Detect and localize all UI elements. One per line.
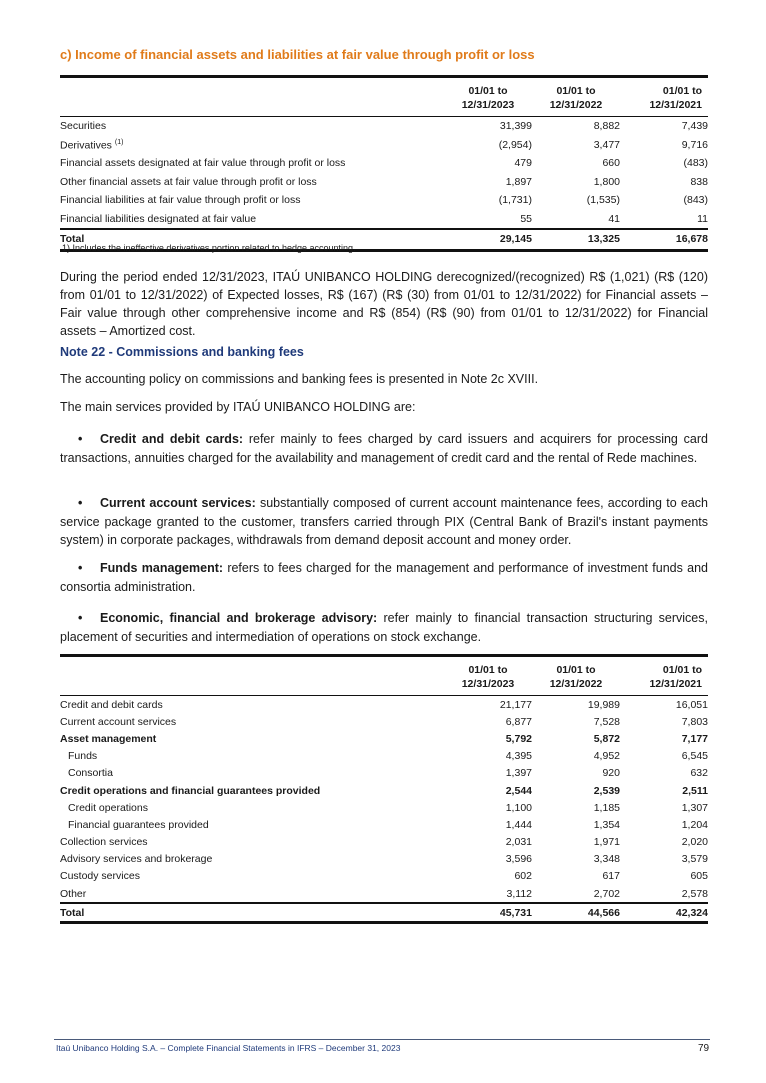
value-2023: 55 xyxy=(520,212,532,225)
row-label: Current account services xyxy=(60,715,177,728)
value-2023: 3,596 xyxy=(505,853,532,866)
value-2023: (1,731) xyxy=(498,194,532,207)
value-2021: 7,439 xyxy=(681,120,708,133)
column-header-2021 xyxy=(620,77,708,117)
row-label: Consortia xyxy=(68,767,113,780)
value-2022: 2,539 xyxy=(593,784,620,797)
value-2022: 5,872 xyxy=(593,732,620,745)
column-header-line2: 12/31/2023 xyxy=(461,678,515,690)
value-2022: (1,535) xyxy=(586,194,620,207)
value-2022: 660 xyxy=(602,157,620,170)
row-label: Other financial assets at fair value through profit or loss xyxy=(60,175,317,188)
bullet-term: Current account services: xyxy=(100,496,256,510)
bullet-term: Economic, financial and brokerage advisory: xyxy=(100,611,378,625)
note-22-title: Note 22 - Commissions and banking fees xyxy=(60,345,304,359)
value-2021: 632 xyxy=(690,767,708,780)
value-2021: (843) xyxy=(683,194,708,207)
total-2023: 45,731 xyxy=(444,903,532,923)
value-2022: 8,882 xyxy=(593,120,620,133)
value-2021: 3,579 xyxy=(681,853,708,866)
column-header-line2: 12/31/2021 xyxy=(649,99,702,111)
table-row xyxy=(60,191,708,210)
column-header-line2: 12/31/2022 xyxy=(549,99,603,111)
value-2022: 1,971 xyxy=(593,836,620,849)
row-label: Credit operations xyxy=(68,801,148,814)
row-label: Funds xyxy=(68,750,98,763)
table-subtotal-row xyxy=(60,730,708,747)
value-2021: 16,051 xyxy=(675,698,708,711)
table-header-row xyxy=(60,77,708,117)
value-2022: 3,348 xyxy=(593,853,620,866)
value-2023: 6,877 xyxy=(505,715,532,728)
value-2023: 2,544 xyxy=(505,784,532,797)
value-2021: 11 xyxy=(697,212,708,225)
column-header-line2: 12/31/2022 xyxy=(549,678,603,690)
total-2022: 13,325 xyxy=(532,229,620,250)
header-label-cell xyxy=(60,77,444,117)
value-2023: 5,792 xyxy=(505,732,532,745)
value-2022: 3,477 xyxy=(593,138,620,151)
table-row xyxy=(60,696,708,714)
table-row xyxy=(60,851,708,868)
footer-divider xyxy=(54,1039,710,1040)
column-header-line1: 01/01 to xyxy=(468,664,508,676)
table-row xyxy=(60,816,708,833)
column-header-line2: 12/31/2021 xyxy=(649,678,702,690)
bullet-icon: • xyxy=(78,561,83,575)
value-2023: 3,112 xyxy=(506,887,532,900)
row-label xyxy=(60,136,444,155)
column-header-line1: 01/01 to xyxy=(662,664,702,676)
fair-value-income-table-wrap xyxy=(60,75,708,252)
row-label: Financial liabilities at fair value through profit or loss xyxy=(60,194,301,207)
table-total-row xyxy=(60,903,708,923)
row-label: Custody services xyxy=(60,870,140,883)
bullet-text: refers to fees charged for the management and performance of investment funds and consortia administration. xyxy=(60,561,708,594)
value-2021: (483) xyxy=(683,157,708,170)
bullet-icon: • xyxy=(78,611,83,625)
section-c-title: c) Income of financial assets and liabilities at fair value through profit or loss xyxy=(60,47,535,62)
bullet-current-account-services xyxy=(60,494,708,550)
column-header-line1: 01/01 to xyxy=(556,85,596,97)
bullet-funds-management xyxy=(60,559,708,596)
row-label: Credit operations and financial guarantees provided xyxy=(60,784,321,797)
value-2021: 2,020 xyxy=(681,836,708,849)
bullet-icon: • xyxy=(78,432,83,446)
value-2023: 1,444 xyxy=(505,818,532,831)
table-row xyxy=(60,885,708,903)
total-2021: 16,678 xyxy=(620,229,708,250)
value-2022: 4,952 xyxy=(593,750,620,763)
value-2021: 838 xyxy=(690,175,708,188)
column-header-2023 xyxy=(444,77,532,117)
bullet-term: Funds management: xyxy=(100,561,224,575)
table-row xyxy=(60,713,708,730)
fair-value-income-table xyxy=(60,75,708,252)
row-label: Collection services xyxy=(60,836,148,849)
column-header-line1: 01/01 to xyxy=(556,664,596,676)
value-2023: 602 xyxy=(514,870,532,883)
bullet-text: refer mainly to financial transaction structuring services, placement of securities and intermediation of operations on stock exchange. xyxy=(60,611,708,644)
table-row xyxy=(60,136,708,155)
bullet-brokerage-advisory xyxy=(60,609,708,646)
bullet-term: Credit and debit cards: xyxy=(100,432,244,446)
value-2021: 2,511 xyxy=(682,784,708,797)
value-2023: 1,397 xyxy=(505,767,532,780)
value-2023: 31,399 xyxy=(499,120,532,133)
column-header-line2: 12/31/2023 xyxy=(461,99,515,111)
value-2022: 19,989 xyxy=(587,698,620,711)
value-2023: 2,031 xyxy=(505,836,532,849)
main-services-intro: The main services provided by ITAÚ UNIBANCO HOLDING are: xyxy=(60,400,416,414)
value-2023: 21,177 xyxy=(499,698,532,711)
column-header-2023 xyxy=(444,656,532,696)
bullet-credit-debit-cards xyxy=(60,430,708,467)
value-2021: 6,545 xyxy=(681,750,708,763)
table-row xyxy=(60,117,708,136)
table-row xyxy=(60,154,708,173)
row-label-text: Derivatives xyxy=(60,139,115,151)
total-2022: 44,566 xyxy=(532,903,620,923)
value-2021: 7,177 xyxy=(681,732,708,745)
total-label: Total xyxy=(60,229,444,250)
value-2022: 7,528 xyxy=(593,715,620,728)
bullet-icon: • xyxy=(78,496,83,510)
row-label: Financial liabilities designated at fair value xyxy=(60,212,257,225)
row-label: Financial assets designated at fair value through profit or loss xyxy=(60,157,346,170)
value-2023: (2,954) xyxy=(498,138,532,151)
value-2022: 1,800 xyxy=(593,175,620,188)
value-2023: 1,100 xyxy=(505,801,532,814)
value-2021: 9,716 xyxy=(681,138,708,151)
value-2021: 7,803 xyxy=(681,715,708,728)
commissions-table-wrap xyxy=(60,654,708,924)
value-2023: 1,897 xyxy=(505,175,532,188)
value-2023: 479 xyxy=(514,157,532,170)
header-label-cell xyxy=(60,656,444,696)
value-2022: 617 xyxy=(602,870,620,883)
column-header-2021 xyxy=(620,656,708,696)
value-2022: 1,185 xyxy=(593,801,620,814)
table-row xyxy=(60,210,708,230)
total-2023: 29,145 xyxy=(444,229,532,250)
row-label: Financial guarantees provided xyxy=(68,818,209,831)
table-row xyxy=(60,834,708,851)
row-label: Asset management xyxy=(60,732,157,745)
column-header-line1: 01/01 to xyxy=(468,85,508,97)
row-label: Advisory services and brokerage xyxy=(60,853,213,866)
value-2022: 920 xyxy=(602,767,620,780)
row-label: Securities xyxy=(60,120,107,133)
bullet-text: substantially composed of current account maintenance fees, according to each service package granted to the customer, transfers carried through PIX (Central Bank of Brazil's instant payments system) in corporate packages, withdrawals from demand deposit account and money order. xyxy=(60,496,708,547)
value-2022: 41 xyxy=(608,212,620,225)
value-2021: 1,204 xyxy=(681,818,708,831)
value-2023: 4,395 xyxy=(505,750,532,763)
table-row xyxy=(60,799,708,816)
commissions-table xyxy=(60,654,708,924)
table-subtotal-row xyxy=(60,782,708,799)
table-header-row xyxy=(60,656,708,696)
row-label: Credit and debit cards xyxy=(60,698,163,711)
column-header-2022 xyxy=(532,656,620,696)
column-header-2022 xyxy=(532,77,620,117)
footnote-marker: (1) xyxy=(114,138,124,146)
accounting-policy-paragraph: The accounting policy on commissions and banking fees is presented in Note 2c XVIII. xyxy=(60,372,539,386)
value-2021: 1,307 xyxy=(681,801,708,814)
total-2021: 42,324 xyxy=(620,903,708,923)
footer-text: Itaú Unibanco Holding S.A. – Complete Financial Statements in IFRS – December 31, 2023 xyxy=(56,1043,401,1053)
value-2021: 605 xyxy=(690,870,708,883)
value-2022: 1,354 xyxy=(593,818,620,831)
value-2022: 2,702 xyxy=(593,887,620,900)
total-label: Total xyxy=(60,903,444,923)
value-2021: 2,578 xyxy=(681,887,708,900)
table-row xyxy=(60,868,708,885)
page-number: 79 xyxy=(698,1043,710,1054)
column-header-line1: 01/01 to xyxy=(662,85,702,97)
table-row xyxy=(60,765,708,782)
table-row xyxy=(60,748,708,765)
bullet-text: refer mainly to fees charged by card issuers and acquirers for processing card transactions, annuities charged for the availability and management of credit card and the rental of Rede machines. xyxy=(60,432,708,465)
table-footnote: 1) Includes the ineffective derivatives portion related to hedge accounting. xyxy=(62,243,356,253)
expected-losses-paragraph: During the period ended 12/31/2023, ITAÚ UNIBANCO HOLDING derecognized/(recognized) R$ (1,021) (R$ (120) from 01/01 to 12/31/2022) of Expected losses, R$ (167) (R$ (30) from 01/01 to 12/31/2022) for Financial assets – Fair value through other comprehensive income and R$ (854) (R$ (90) from 01/01 to 12/31/2022) for Financial assets – Amortized cost. xyxy=(60,270,708,338)
row-label: Other xyxy=(60,887,87,900)
table-row xyxy=(60,173,708,192)
